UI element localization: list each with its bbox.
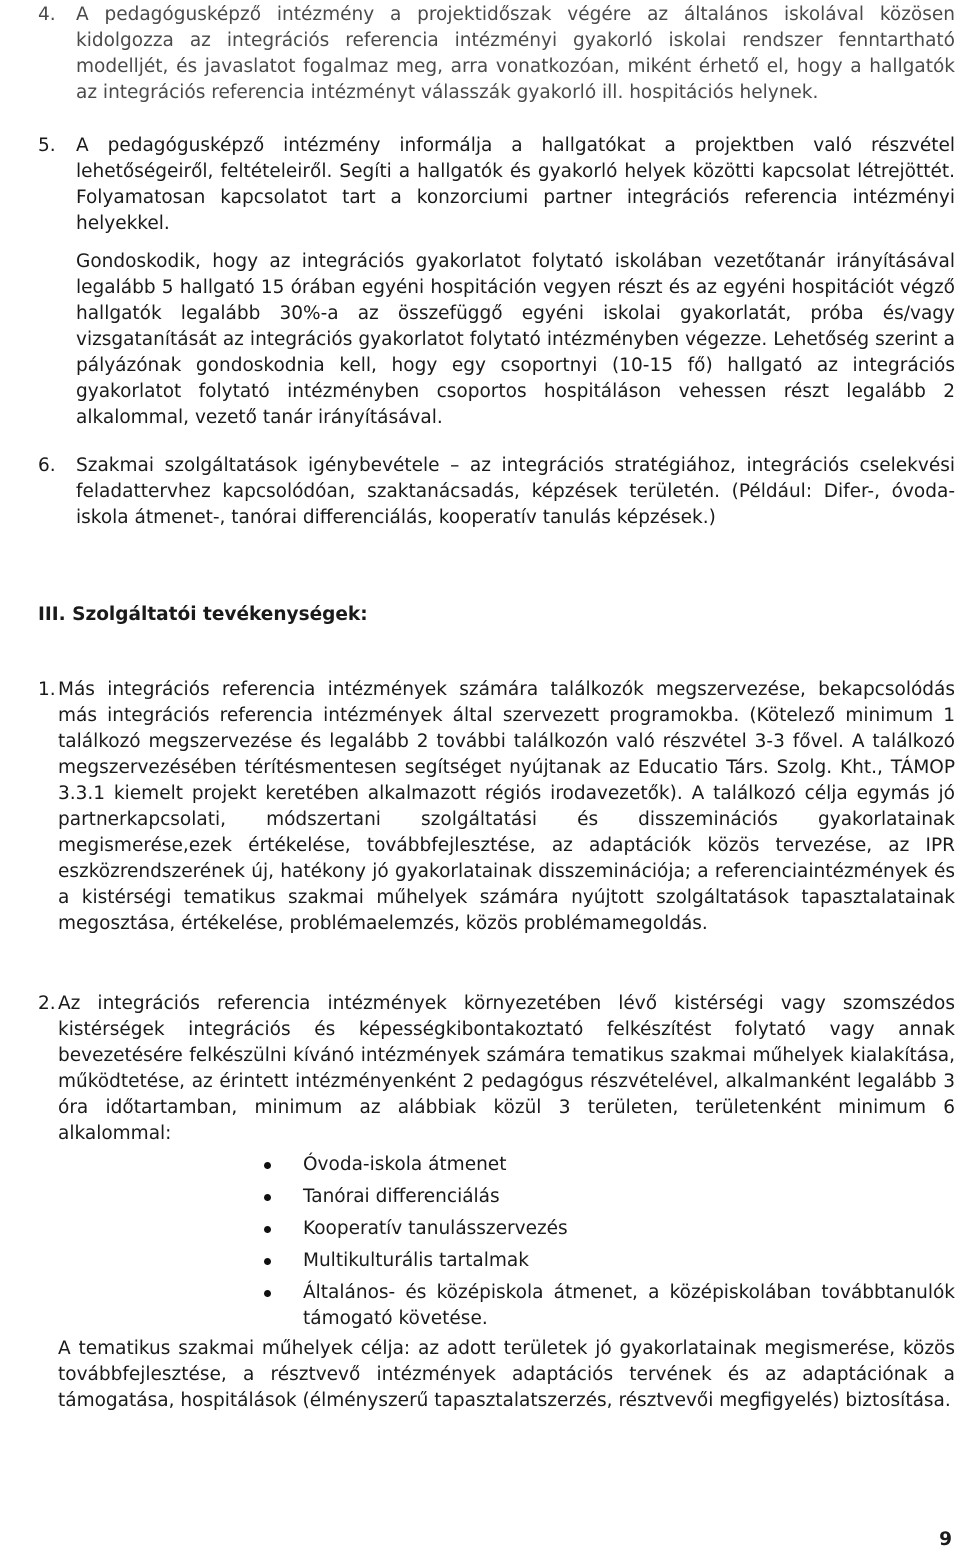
bullet-text: Multikulturális tartalmak (303, 1250, 529, 1271)
bullet-item (303, 1184, 955, 1210)
bullet-text: Általános- és középiskola átmenet, a középiskolában továbbtanulók támogató követése. (303, 1282, 955, 1329)
list-item-4 (38, 2, 955, 106)
bullet-item (303, 1152, 955, 1178)
list-item-number: 6. (38, 455, 56, 476)
list-item-number: 4. (38, 4, 56, 25)
bullet-text: Kooperatív tanulásszervezés (303, 1218, 568, 1239)
list-item-text: A pedagógusképző intézmény a projektidőszak végére az általános iskolával közösen kidolgozza az integrációs referencia intézményi gyakorló iskolai rendszer fenntartható modelljét, és javaslatot fogalmaz meg, arra vonatkozóan, miként érhető el, hogy a hallgatók az integrációs referencia intézményt válasszák gyakorló ill. hospitációs helynek. (76, 4, 955, 103)
bullet-icon (264, 1290, 271, 1297)
bullet-icon (264, 1194, 271, 1201)
list-item-6 (38, 453, 955, 531)
bullet-text: Óvoda-iskola átmenet (303, 1154, 507, 1175)
list-item-number: 5. (38, 135, 56, 156)
closing-paragraph-text: A tematikus szakmai műhelyek célja: az adott területek jó gyakorlatainak megismerése, közös továbbfejlesztése, a résztvevő intézmények adaptációs tervének és az adaptációnak a támogatása, hospitálások (élményszerű tapasztalatszerzés, résztvevői megfigyelés) biztosítása. (58, 1338, 955, 1411)
service-item-text: Az integrációs referencia intézmények környezetében lévő kistérségi vagy szomszédos kistérségek integrációs és képességkibontakoztató felkészítést folytató vagy annak bevezetésére felkészülni kívánó intézmények számára tematikus szakmai műhelyek kialakítása, működtetése, az érintett intézményenként 2 pedagógus részvételével, alkalmanként legalább 3 óra időtartamban, minimum az alábbiak közül 3 területen, területenként minimum 6 alkalommal: (58, 993, 955, 1144)
bullet-icon (264, 1226, 271, 1233)
bullet-item (303, 1248, 955, 1274)
list-item-text: A pedagógusképző intézmény informálja a hallgatókat a projektben való részvétel lehetőségeiről, feltételeiről. Segíti a hallgatók és gyakorló helyek közötti kapcsolat létrejöttét. Folyamatosan kapcsolatot tart a konzorciumi partner integrációs referencia intézményi helyekkel. (76, 135, 955, 234)
bullet-list (303, 1152, 955, 1338)
list-item-5 (38, 133, 955, 431)
page-number: 9 (939, 1529, 952, 1550)
bullet-text: Tanórai differenciálás (303, 1186, 500, 1207)
service-item-text: Más integrációs referencia intézmények számára találkozók megszervezése, bekapcsolódás más integrációs referencia intézmények által szervezett programokba. (Kötelező minimum 1 találkozó megszervezése és legalább 2 további találkozón való részvétel 3-3 fővel. A találkozó megszervezésében térítésmentesen segítséget nyújtanak az Educatio Társ. Szolg. Kht., TÁMOP 3.3.1 kiemelt projekt keretében alkalmazott régiós irodavezetők). A találkozó célja egymás jó partnerkapcsolati, módszertani szolgáltatási és disszeminációs gyakorlatainak megismerése,ezek értékelése, továbbfejlesztése, az adaptációk közös tervezése, az IPR eszközrendszerének új, hatékony jó gyakorlatainak disszeminációja; a referenciaintézmények és a kistérségi tematikus szakmai műhelyek számára nyújtott szolgáltatások tapasztalatainak megosztása, értékelése, problémaelemzés, közös problémamegoldás. (58, 679, 955, 934)
list-item-text: Szakmai szolgáltatások igénybevétele – az integrációs stratégiához, integrációs cselekvési feladattervhez kapcsolódóan, szaktanácsadás, képzések területén. (Például: Difer-, óvoda-iskola átmenet-, tanórai differenciálás, kooperatív tanulás képzések.) (76, 455, 955, 528)
closing-paragraph (58, 1336, 955, 1414)
service-item-1 (38, 677, 955, 937)
service-item-number: 2. (38, 993, 56, 1014)
list-item-paragraph: Gondoskodik, hogy az integrációs gyakorlatot folytató iskolában vezetőtanár irányításával legalább 5 hallgató 15 órában egyéni hospitáción vegyen részt és az egyéni hospitációt végző hallgatók legalább 30%-a az összefüggő egyéni iskolai gyakorlatát, próba és/vagy vizsgatanítását az integrációs gyakorlatot folytató intézményben végezze. Lehetőség szerint a pályázónak gondoskodnia kell, hogy egy csoportnyi (10-15 fő) hallgató az integrációs gyakorlatot folytató intézményben csoportos hospitáláson vehessen részt legalább 2 alkalommal, vezető tanár irányításával. (76, 251, 955, 428)
service-item-number: 1. (38, 679, 56, 700)
section-heading: III. Szolgáltatói tevékenységek: (38, 604, 368, 625)
bullet-item (303, 1216, 955, 1242)
service-item-2 (38, 991, 955, 1147)
bullet-icon (264, 1258, 271, 1265)
bullet-icon (264, 1162, 271, 1169)
bullet-item (303, 1280, 955, 1332)
